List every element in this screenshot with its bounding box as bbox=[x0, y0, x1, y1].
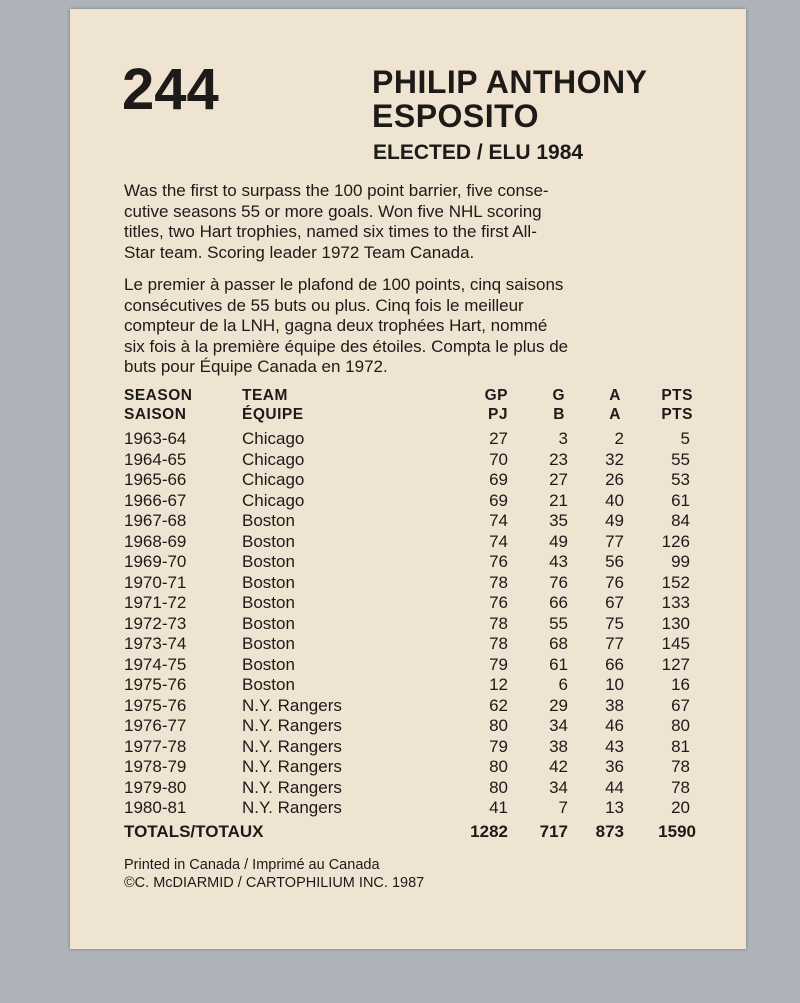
cell-season: 1972-73 bbox=[124, 613, 187, 633]
table-row bbox=[124, 532, 714, 553]
cell-team: Boston bbox=[242, 613, 295, 633]
cell-season: 1974-75 bbox=[124, 654, 187, 674]
cell-team: N.Y. Rangers bbox=[242, 798, 342, 817]
cell-team: Chicago bbox=[242, 470, 305, 489]
cell-g: 76 bbox=[549, 572, 568, 592]
header-pts-fr: PTS bbox=[661, 405, 693, 423]
cell-team: Chicago bbox=[242, 429, 305, 448]
cell-pts: 80 bbox=[671, 716, 690, 735]
cell-pts: 81 bbox=[671, 736, 690, 756]
table-row bbox=[124, 696, 714, 717]
stats-header-french bbox=[124, 406, 714, 425]
cell-team: Boston bbox=[242, 511, 295, 530]
cell-gp: 12 bbox=[489, 675, 508, 694]
stats-table bbox=[124, 387, 714, 842]
cell-season: 1963-64 bbox=[124, 429, 187, 448]
bio-line: buts pour Équipe Canada en 1972. bbox=[124, 357, 388, 376]
cell-pts: 67 bbox=[671, 695, 690, 715]
table-row bbox=[124, 491, 714, 512]
cell-g: 38 bbox=[549, 736, 568, 756]
cell-g: 34 bbox=[549, 777, 568, 797]
cell-a: 26 bbox=[605, 470, 624, 489]
cell-team: Boston bbox=[242, 572, 295, 592]
cell-pts: 78 bbox=[671, 757, 690, 776]
cell-team: N.Y. Rangers bbox=[242, 716, 342, 735]
cell-g: 34 bbox=[549, 716, 568, 735]
bio-line: compteur de la LNH, gagna deux trophées Hart, nommé bbox=[124, 316, 548, 335]
card-number: 244 bbox=[122, 57, 219, 122]
cell-pts: 20 bbox=[671, 798, 690, 817]
table-row bbox=[124, 552, 714, 573]
cell-team: Boston bbox=[242, 675, 295, 694]
cell-season: 1977-78 bbox=[124, 736, 187, 756]
header-team: TEAM bbox=[242, 387, 288, 404]
totals-label: TOTALS/TOTAUX bbox=[124, 821, 264, 841]
cell-g: 68 bbox=[549, 634, 568, 653]
stats-rows bbox=[124, 429, 714, 819]
cell-season: 1967-68 bbox=[124, 511, 187, 530]
bio-line: Was the first to surpass the 100 point barrier, five conse- bbox=[124, 181, 549, 200]
cell-gp: 76 bbox=[489, 552, 508, 571]
cell-team: N.Y. Rangers bbox=[242, 777, 342, 797]
table-row bbox=[124, 593, 714, 614]
cell-g: 3 bbox=[558, 429, 568, 448]
cell-pts: 78 bbox=[671, 777, 690, 797]
cell-team: Chicago bbox=[242, 490, 305, 510]
bio-french bbox=[124, 275, 720, 378]
cell-pts: 130 bbox=[661, 613, 690, 633]
cell-a: 56 bbox=[605, 552, 624, 571]
cell-season: 1976-77 bbox=[124, 716, 187, 735]
header-b: B bbox=[553, 405, 565, 423]
cell-gp: 70 bbox=[489, 449, 508, 469]
copyright: ©C. McDIARMID / CARTOPHILIUM INC. 1987 bbox=[124, 875, 425, 891]
table-row bbox=[124, 573, 714, 594]
cell-a: 40 bbox=[605, 490, 624, 510]
cell-a: 10 bbox=[605, 675, 624, 694]
cell-team: Boston bbox=[242, 552, 295, 571]
cell-season: 1964-65 bbox=[124, 449, 187, 469]
cell-g: 66 bbox=[549, 593, 568, 612]
player-name-line2: ESPOSITO bbox=[372, 98, 540, 134]
table-row bbox=[124, 675, 714, 696]
cell-gp: 78 bbox=[489, 634, 508, 653]
cell-a: 66 bbox=[605, 654, 624, 674]
cell-g: 27 bbox=[549, 470, 568, 489]
cell-gp: 78 bbox=[489, 613, 508, 633]
cell-a: 13 bbox=[605, 798, 624, 817]
table-row bbox=[124, 450, 714, 471]
cell-pts: 53 bbox=[671, 470, 690, 489]
cell-g: 35 bbox=[549, 511, 568, 530]
cell-g: 55 bbox=[549, 613, 568, 633]
table-row bbox=[124, 634, 714, 655]
totals-gp: 1282 bbox=[470, 821, 508, 841]
header-pj: PJ bbox=[488, 405, 508, 423]
cell-g: 21 bbox=[549, 490, 568, 510]
elected-year: ELECTED / ELU 1984 bbox=[373, 141, 584, 164]
cell-a: 75 bbox=[605, 613, 624, 633]
cell-season: 1975-76 bbox=[124, 695, 187, 715]
cell-gp: 74 bbox=[489, 531, 508, 551]
totals-pts: 1590 bbox=[658, 821, 696, 841]
cell-g: 23 bbox=[549, 449, 568, 469]
header-saison: SAISON bbox=[124, 405, 187, 423]
table-row bbox=[124, 511, 714, 532]
cell-g: 29 bbox=[549, 695, 568, 715]
bio-line: six fois à la première équipe des étoiles. Compta le plus de bbox=[124, 336, 569, 356]
trading-card bbox=[70, 9, 746, 949]
cell-g: 49 bbox=[549, 531, 568, 551]
cell-g: 61 bbox=[549, 654, 568, 674]
header-g: G bbox=[552, 387, 565, 404]
table-row bbox=[124, 798, 714, 819]
cell-g: 7 bbox=[558, 798, 568, 817]
cell-g: 6 bbox=[558, 675, 568, 694]
cell-gp: 79 bbox=[489, 736, 508, 756]
cell-a: 49 bbox=[605, 511, 624, 530]
table-row bbox=[124, 716, 714, 737]
cell-g: 43 bbox=[549, 552, 568, 571]
cell-pts: 16 bbox=[671, 675, 690, 694]
cell-a: 46 bbox=[605, 716, 624, 735]
cell-a: 32 bbox=[605, 449, 624, 469]
cell-team: Boston bbox=[242, 634, 295, 653]
table-row bbox=[124, 778, 714, 799]
table-row bbox=[124, 655, 714, 676]
cell-gp: 80 bbox=[489, 777, 508, 797]
cell-a: 36 bbox=[605, 757, 624, 776]
cell-season: 1979-80 bbox=[124, 777, 187, 797]
table-row bbox=[124, 757, 714, 778]
cell-gp: 27 bbox=[489, 429, 508, 448]
cell-g: 42 bbox=[549, 757, 568, 776]
totals-g: 717 bbox=[539, 821, 568, 841]
cell-pts: 55 bbox=[671, 449, 690, 469]
cell-team: Boston bbox=[242, 531, 295, 551]
cell-team: Boston bbox=[242, 654, 295, 674]
cell-season: 1969-70 bbox=[124, 552, 187, 571]
table-row bbox=[124, 737, 714, 758]
cell-season: 1971-72 bbox=[124, 593, 187, 612]
cell-a: 76 bbox=[605, 572, 624, 592]
header-pts: PTS bbox=[661, 387, 693, 404]
table-row bbox=[124, 429, 714, 450]
cell-season: 1966-67 bbox=[124, 490, 187, 510]
cell-season: 1965-66 bbox=[124, 470, 187, 489]
totals-row bbox=[124, 822, 714, 843]
cell-a: 2 bbox=[614, 429, 624, 448]
cell-team: N.Y. Rangers bbox=[242, 695, 342, 715]
totals-a: 873 bbox=[595, 821, 624, 841]
cell-pts: 133 bbox=[661, 593, 690, 612]
stats-header-english bbox=[124, 387, 714, 406]
cell-pts: 126 bbox=[661, 531, 690, 551]
bio-line: consécutives de 55 buts ou plus. Cinq fois le meilleur bbox=[124, 295, 524, 315]
player-name-line1: PHILIP ANTHONY bbox=[372, 64, 648, 100]
table-row bbox=[124, 614, 714, 635]
cell-season: 1973-74 bbox=[124, 634, 187, 653]
cell-team: N.Y. Rangers bbox=[242, 736, 342, 756]
cell-a: 67 bbox=[605, 593, 624, 612]
player-name bbox=[372, 65, 732, 133]
bio-line: cutive seasons 55 or more goals. Won five NHL scoring bbox=[124, 201, 542, 221]
cell-pts: 152 bbox=[661, 572, 690, 592]
cell-team: Boston bbox=[242, 593, 295, 612]
cell-team: Chicago bbox=[242, 449, 305, 469]
table-row bbox=[124, 470, 714, 491]
cell-team: N.Y. Rangers bbox=[242, 757, 342, 776]
header-equipe: ÉQUIPE bbox=[242, 405, 304, 423]
cell-gp: 74 bbox=[489, 511, 508, 530]
cell-a: 77 bbox=[605, 634, 624, 653]
cell-gp: 62 bbox=[489, 695, 508, 715]
cell-pts: 61 bbox=[671, 490, 690, 510]
cell-season: 1978-79 bbox=[124, 757, 187, 776]
cell-pts: 99 bbox=[671, 552, 690, 571]
bio-line: Le premier à passer le plafond de 100 points, cinq saisons bbox=[124, 275, 564, 294]
cell-gp: 69 bbox=[489, 490, 508, 510]
footer bbox=[124, 856, 684, 892]
printed-in-canada: Printed in Canada / Imprimé au Canada bbox=[124, 857, 380, 873]
bio-english bbox=[124, 181, 720, 263]
cell-gp: 76 bbox=[489, 593, 508, 612]
cell-gp: 80 bbox=[489, 716, 508, 735]
cell-season: 1968-69 bbox=[124, 531, 187, 551]
cell-pts: 145 bbox=[661, 634, 690, 653]
cell-gp: 41 bbox=[489, 798, 508, 817]
cell-a: 38 bbox=[605, 695, 624, 715]
header-a-fr: A bbox=[609, 405, 621, 423]
cell-a: 43 bbox=[605, 736, 624, 756]
cell-season: 1970-71 bbox=[124, 572, 187, 592]
cell-pts: 127 bbox=[661, 654, 690, 674]
cell-a: 44 bbox=[605, 777, 624, 797]
cell-gp: 69 bbox=[489, 470, 508, 489]
header-a: A bbox=[609, 387, 621, 404]
cell-pts: 5 bbox=[680, 429, 690, 448]
cell-season: 1980-81 bbox=[124, 798, 187, 817]
header-season: SEASON bbox=[124, 387, 193, 404]
bio-line: Star team. Scoring leader 1972 Team Canada. bbox=[124, 242, 475, 262]
cell-a: 77 bbox=[605, 531, 624, 551]
cell-gp: 79 bbox=[489, 654, 508, 674]
bio-line: titles, two Hart trophies, named six times to the first All- bbox=[124, 222, 537, 241]
cell-gp: 80 bbox=[489, 757, 508, 776]
cell-gp: 78 bbox=[489, 572, 508, 592]
header-gp: GP bbox=[484, 387, 508, 404]
cell-pts: 84 bbox=[671, 511, 690, 530]
cell-season: 1975-76 bbox=[124, 675, 187, 694]
